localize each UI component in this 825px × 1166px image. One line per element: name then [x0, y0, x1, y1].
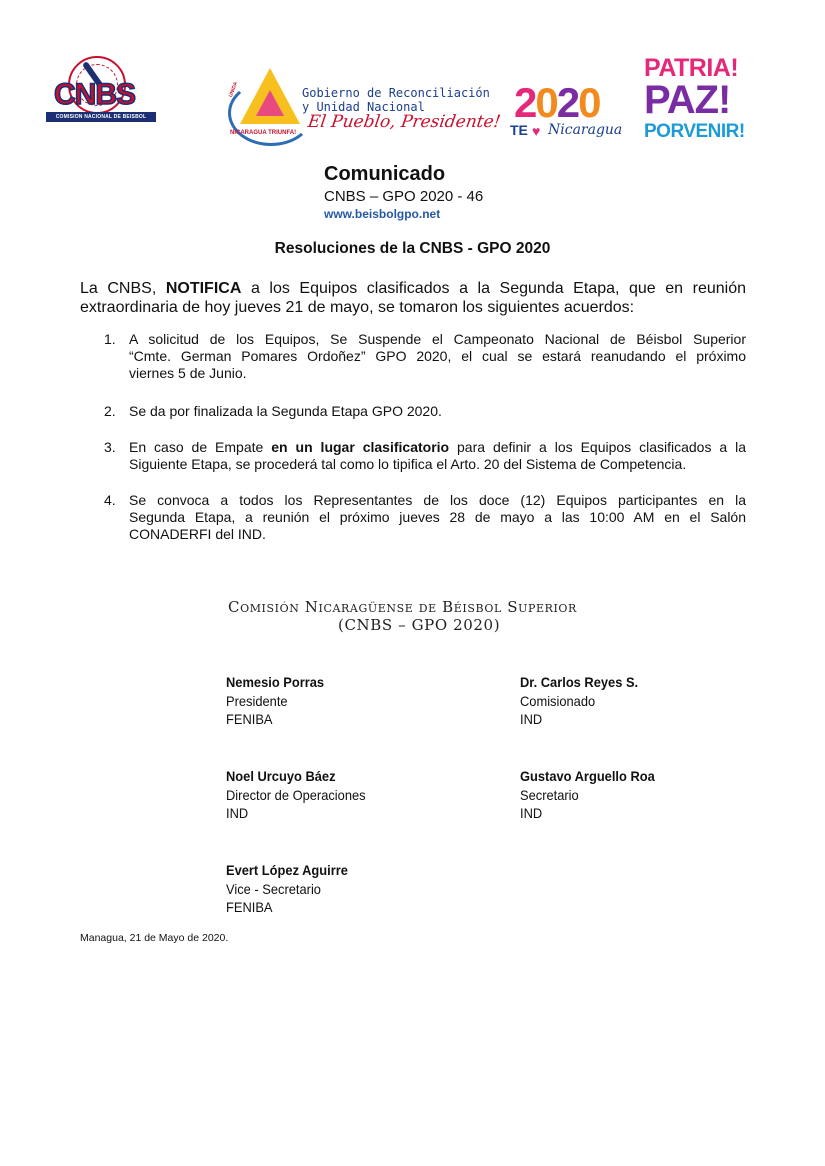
patria-line1: PATRIA!	[644, 54, 739, 82]
signatory-org: FENIBA	[226, 711, 273, 727]
signatory-block	[226, 767, 366, 823]
volcano-peak-icon	[256, 90, 284, 116]
item-number: 4.	[104, 492, 116, 508]
signatory-name: Gustavo Arguello Roa	[520, 768, 655, 784]
intro-line1	[80, 279, 746, 298]
item-line: CONADERFI del IND.	[129, 526, 266, 542]
logo-te: TE	[510, 122, 528, 138]
te-nicaragua-logo	[508, 79, 630, 142]
patria-logo	[642, 56, 754, 142]
item-text-part: En caso de Empate	[129, 439, 272, 455]
item-line: Siguiente Etapa, se procederá tal como lo tipifica el Arto. 20 del Sistema de Competencia.	[129, 456, 687, 472]
gobierno-line1: Gobierno de Reconciliación	[302, 86, 490, 100]
item-line: Se da por finalizada la Segunda Etapa GPO 2020.	[129, 403, 442, 419]
item-number: 2.	[104, 403, 116, 419]
year-digit: 2	[556, 79, 579, 126]
signatory-role: Comisionado	[520, 692, 596, 709]
gobierno-line2: y Unidad Nacional	[302, 100, 425, 114]
signatory-role: Presidente	[226, 692, 288, 709]
signatory-name: Nemesio Porras	[226, 674, 325, 690]
signatory-block	[226, 673, 324, 729]
website-link[interactable]: www.beisbolgpo.net	[324, 207, 441, 221]
year-digit: 0	[535, 79, 557, 126]
document-code: CNBS – GPO 2020 - 46	[324, 188, 484, 205]
year-digit: 0	[578, 79, 600, 126]
document-subtitle: Resoluciones de la CNBS - GPO 2020	[274, 240, 551, 257]
patria-line2: PAZ!	[644, 78, 731, 122]
item-text	[129, 439, 746, 473]
signatory-org: FENIBA	[226, 899, 273, 915]
item-number: 3.	[104, 439, 116, 455]
signatory-role: Secretario	[520, 786, 579, 803]
signatory-org: IND	[520, 805, 543, 821]
gobierno-logo	[228, 68, 502, 140]
signatory-block	[226, 861, 348, 917]
place-date: Managua, 21 de Mayo de 2020.	[80, 932, 229, 944]
organization-name: Comisión Nicaragüense de Béisbol Superior	[228, 598, 577, 616]
page-title: Comunicado	[324, 163, 446, 185]
organization-acronym: (CNBS – GPO 2020)	[338, 616, 501, 634]
year-digit: 2	[514, 79, 536, 126]
signatory-name: Evert López Aguirre	[226, 862, 348, 878]
signatory-role: Vice - Secretario	[226, 880, 321, 897]
signatory-block	[520, 673, 638, 729]
logo-year	[514, 79, 600, 126]
heart-icon: ♥	[532, 123, 541, 139]
item-number: 1.	[104, 331, 116, 347]
cnbs-logo	[46, 56, 156, 130]
item-line: Segunda Etapa, a reunión el próximo jueves 28 de mayo a las 10:00 AM en el Salón	[129, 509, 746, 525]
item-text	[129, 492, 746, 543]
intro-text: La CNBS,	[80, 280, 166, 297]
item-bold: en un lugar clasificatorio	[271, 439, 450, 455]
cnbs-logo-band: COMISION NACIONAL DE BEISBOL SUPERIOR	[46, 112, 156, 122]
item-line: A solicitud de los Equipos, Se Suspende el Campeonato Nacional de Béisbol Superior	[129, 331, 746, 347]
signatory-block	[520, 767, 655, 823]
signatory-name: Noel Urcuyo Báez	[226, 768, 336, 784]
gobierno-arc-text: NICARAGUA TRIUNFA!	[230, 130, 297, 136]
item-line: viernes 5 de Junio.	[129, 365, 247, 381]
item-line: “Cmte. German Pomares Ordoñez” GPO 2020, el cual se estará reanudando el próximo	[129, 348, 746, 364]
signatory-org: IND	[520, 711, 543, 727]
intro-line2: extraordinaria de hoy jueves 21 de mayo, se tomaron los siguientes acuerdos:	[80, 299, 635, 316]
item-text	[129, 403, 746, 420]
item-line	[129, 439, 746, 456]
signatory-name: Dr. Carlos Reyes S.	[520, 674, 639, 690]
item-text-part: para definir a los Equipos clasificados a la	[449, 439, 747, 455]
signatory-role: Director de Operaciones	[226, 786, 366, 803]
signatory-org: IND	[226, 805, 249, 821]
gobierno-side-text: UNIDA	[228, 81, 240, 99]
logo-nicaragua: Nicaragua	[548, 122, 623, 138]
patria-line3: PORVENIR!	[644, 121, 745, 142]
intro-text: a los Equipos clasificados a la Segunda Etapa, que en reunión	[241, 280, 746, 297]
gobierno-slogan: El Pueblo, Presidente!	[306, 112, 502, 132]
intro-bold: NOTIFICA	[165, 280, 242, 297]
item-line: Se convoca a todos los Representantes de los doce (12) Equipos participantes en la	[129, 492, 746, 508]
intro-paragraph	[80, 279, 746, 317]
cnbs-logo-text: CNBS	[54, 78, 136, 111]
item-text	[129, 331, 746, 382]
